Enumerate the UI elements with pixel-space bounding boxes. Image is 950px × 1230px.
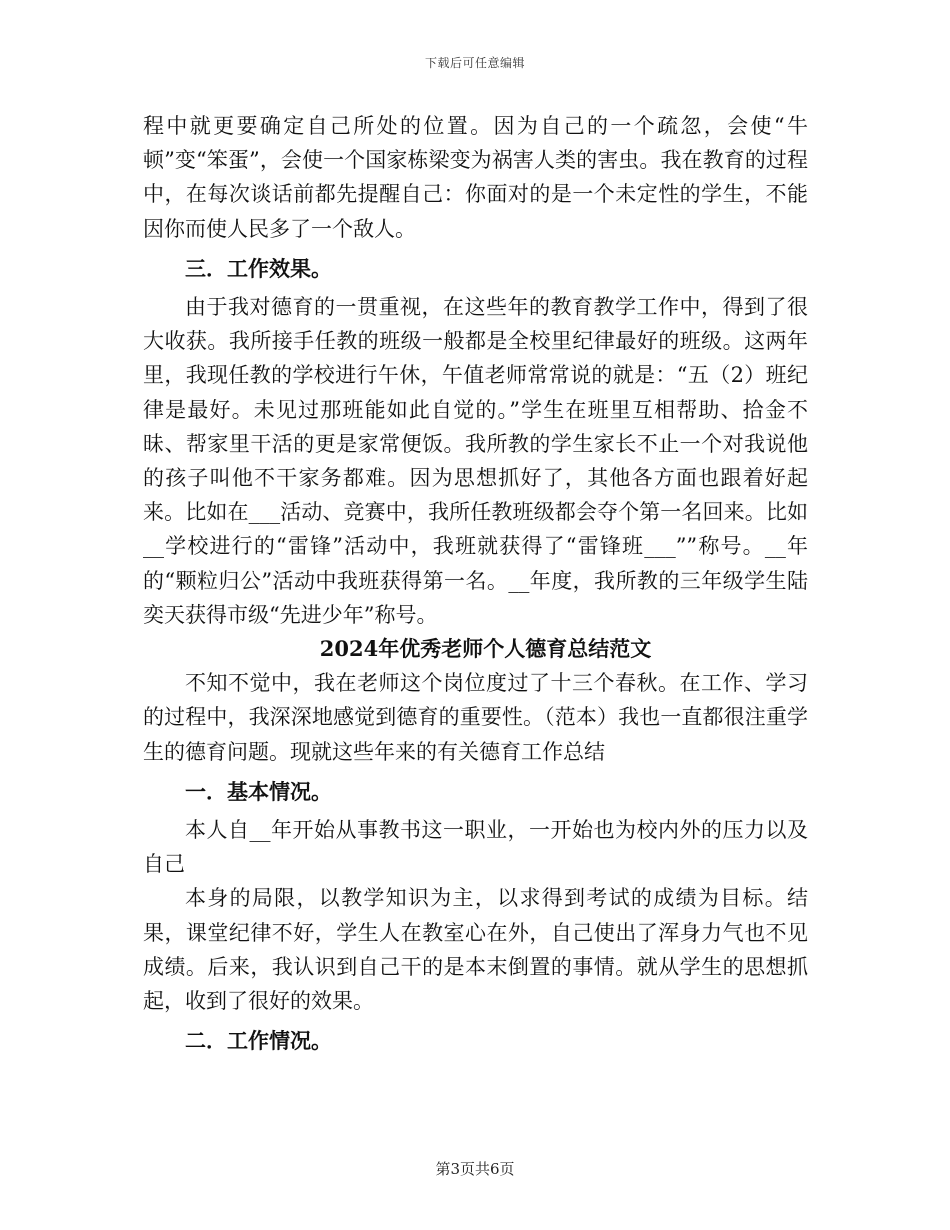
section-heading-basic-situation: 一．基本情况。 [185,778,332,804]
document-body [143,109,808,1062]
paragraph-basic-situation-1: 本人自__年开始从事教书这一职业，一开始也为校内外的压力以及自己 [143,818,808,877]
paragraph-continuation: 程中就更要确定自己所处的位置。因为自己的一个疏忽，会使“牛顿”变“笨蛋”，会使一个国家栋梁变为祸害人类的害虫。我在教育的过程中，在每次谈话前都先提醒自己：你面对的是一个未定性的学生，不能因你而使人民多了一个敌人。 [143,114,808,241]
section-heading-work-situation: 二．工作情况。 [185,1028,332,1054]
page-footer: 第3页共6页 [435,1160,515,1178]
paragraph-intro: 不知不觉中，我在老师这个岗位度过了十三个春秋。在工作、学习的过程中，我深深地感觉到德育的重要性。（范本）我也一直都很注重学生的德育问题。现就这些年来的有关德育工作总结 [143,671,808,764]
page-header: 下载后可任意编辑 [424,56,525,70]
article-title: 2024年优秀老师个人德育总结范文 [319,636,652,662]
paragraph-work-results: 由于我对德育的一贯重视，在这些年的教育教学工作中，得到了很大收获。我所接手任教的班级一般都是全校里纪律最好的班级。这两年里，我现任教的学校进行午休，午值老师常常说的就是：“五（2）班纪律是最好。未见过那班能如此自觉的。”学生在班里互相帮助、拾金不昧、帮家里干活的更是家常便饭。我所教的学生家长不止一个对我说他的孩子叫他不干家务都难。因为思想抓好了，其他各方面也跟着好起来。比如在___活动、竞赛中，我所任教班级都会夺个第一名回来。比如__学校进行的“雷锋”活动中，我班就获得了“雷锋班___””称号。__年的“颗粒归公”活动中我班获得第一名。__年度，我所教的三年级学生陆奕天获得市级“先进少年”称号。 [143,295,808,627]
section-heading-work-results: 三．工作效果。 [185,255,332,281]
paragraph-basic-situation-2: 本身的局限，以教学知识为主，以求得到考试的成绩为目标。结果，课堂纪律不好，学生人在教室心在外，自己使出了浑身力气也不见成绩。后来，我认识到自己干的是本末倒置的事情。就从学生的思想抓起，收到了很好的效果。 [143,886,808,1014]
